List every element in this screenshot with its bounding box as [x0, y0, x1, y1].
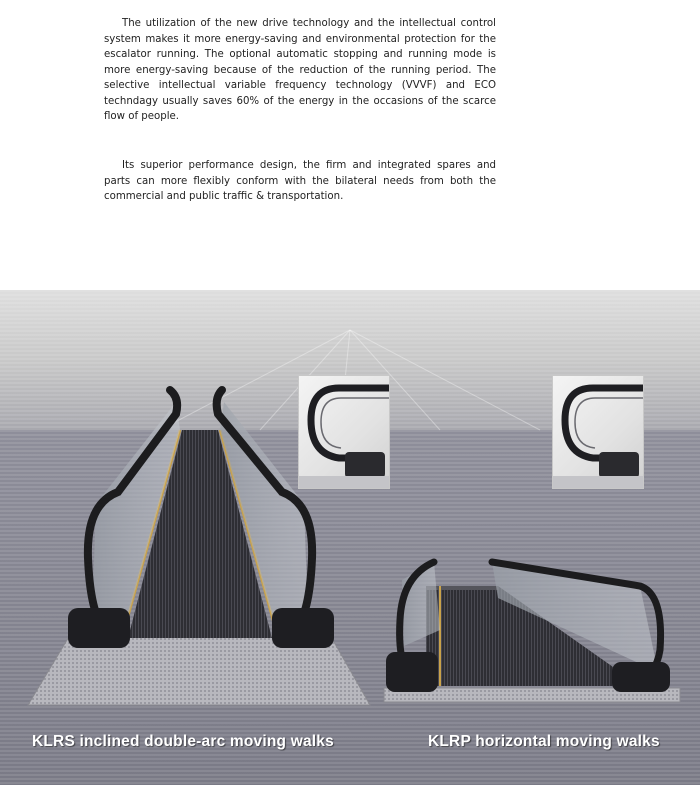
caption-klrp-horizontal: KLRP horizontal moving walks — [428, 733, 660, 750]
product-image-panel — [0, 290, 700, 785]
text-section — [0, 0, 700, 290]
paragraph-energy-saving: The utilization of the new drive technology and the intellectual control system makes it more energy-saving and environmental protection for the escalator running. The optional automatic stopping and running mode is more energy-saving because of the reduction of the running period. The selective intellectual variable frequency technology (VVVF) and ECO techndagy usually saves 60% of the energy in the occasions of the scarce flow of people. — [104, 18, 496, 122]
paragraph-performance-design: Its superior performance design, the firm and integrated spares and parts can more flexibly conform with the bilateral needs from both the commercial and public traffic & transportation. — [104, 160, 496, 202]
caption-klrs-inclined: KLRS inclined double-arc moving walks — [32, 733, 334, 750]
horizontal-moving-walk-illustration — [0, 290, 700, 730]
